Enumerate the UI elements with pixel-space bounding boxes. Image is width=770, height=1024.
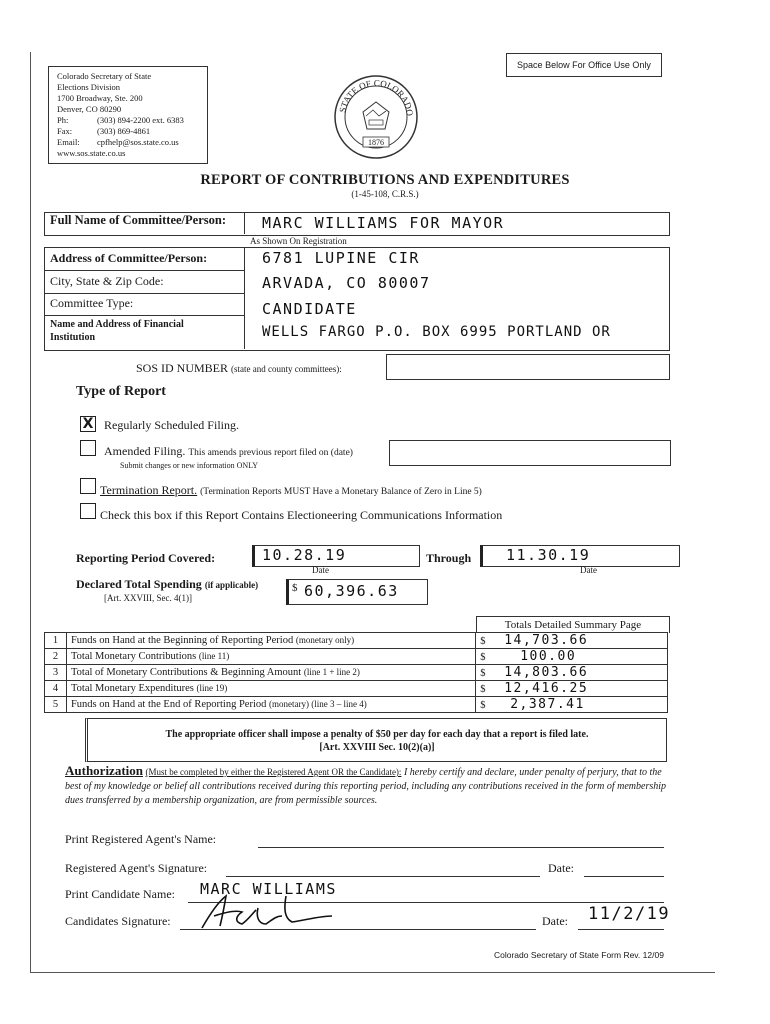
agent-date-label: Date: bbox=[548, 861, 574, 875]
row-description bbox=[66, 665, 475, 681]
summary-table bbox=[44, 632, 668, 713]
divider bbox=[44, 293, 244, 294]
divider bbox=[244, 212, 245, 234]
fax-value: (303) 869-4861 bbox=[97, 126, 151, 136]
row-note: (monetary only) bbox=[295, 635, 355, 645]
contact-info-box bbox=[48, 66, 208, 164]
row-note: (line 11) bbox=[198, 651, 230, 661]
amended-filing-label: Amended Filing. bbox=[104, 444, 186, 458]
office-use-box: Space Below For Office Use Only bbox=[506, 53, 662, 77]
email-label: Email: bbox=[57, 137, 80, 147]
summary-row bbox=[45, 633, 668, 649]
contact-org: Colorado Secretary of State bbox=[57, 71, 152, 81]
address-label: Address of Committee/Person: bbox=[50, 251, 208, 265]
agent-name-field[interactable] bbox=[258, 833, 664, 848]
electioneering-label: Check this box if this Report Contains Electioneering Communications Information bbox=[100, 508, 503, 522]
row-number: 3 bbox=[45, 665, 67, 681]
amended-date-input[interactable] bbox=[389, 440, 671, 466]
contact-street: 1700 Broadway, Ste. 200 bbox=[57, 93, 143, 103]
spending-article: [Art. XXVIII, Sec. 4(1)] bbox=[104, 593, 192, 603]
summary-row bbox=[45, 697, 668, 713]
svg-text:STATE OF COLORADO bbox=[337, 78, 415, 117]
row-currency: $ bbox=[480, 684, 486, 695]
amended-sub-note: Submit changes or new information ONLY bbox=[120, 461, 259, 470]
regular-filing-label: Regularly Scheduled Filing. bbox=[104, 418, 239, 432]
row-number: 5 bbox=[45, 697, 67, 713]
summary-row bbox=[45, 665, 668, 681]
phone-value: (303) 894-2200 ext. 6383 bbox=[97, 115, 184, 125]
authorization-text: I hereby certify and declare, under penalty of perjury, that to the best of my knowledge or belief all contributions received during this reporting period, including any contributions received in the form of membership dues transferred by a membership organization, are from permissible sources. bbox=[65, 767, 667, 806]
phone-label: Ph: bbox=[57, 115, 69, 125]
period-label: Reporting Period Covered: bbox=[76, 551, 216, 565]
period-from-value[interactable]: 10.28.19 bbox=[262, 546, 347, 564]
period-to-value[interactable]: 11.30.19 bbox=[506, 546, 591, 564]
spending-value[interactable]: 60,396.63 bbox=[304, 582, 399, 600]
row-text: Funds on Hand at the End of Reporting Period bbox=[70, 699, 267, 710]
period-to-caption: Date bbox=[580, 565, 597, 575]
summary-row bbox=[45, 681, 668, 697]
row-description bbox=[66, 633, 475, 649]
row-text: Total Monetary Expenditures bbox=[70, 683, 194, 694]
contact-division: Elections Division bbox=[57, 82, 121, 92]
sos-id-label-group bbox=[136, 361, 342, 376]
row-description bbox=[66, 681, 475, 697]
bank-value[interactable]: WELLS FARGO P.O. BOX 6995 PORTLAND OR bbox=[262, 324, 611, 340]
agent-name-label: Print Registered Agent's Name: bbox=[65, 832, 217, 846]
divider bbox=[44, 315, 244, 316]
summary-row bbox=[45, 649, 668, 665]
bank-label-line2: Institution bbox=[50, 332, 96, 343]
as-shown-note: As Shown On Registration bbox=[250, 236, 347, 246]
row-number: 1 bbox=[45, 633, 67, 649]
penalty-notice bbox=[85, 718, 667, 762]
row-amount-cell[interactable] bbox=[476, 649, 668, 665]
form-subtitle: (1-45-108, C.R.S.) bbox=[351, 189, 419, 199]
state-seal-icon bbox=[333, 74, 419, 160]
spending-applicable: (if applicable) bbox=[204, 580, 259, 590]
spending-label-group bbox=[76, 577, 258, 592]
city-value[interactable]: ARVADA, CO 80007 bbox=[262, 274, 431, 292]
row-amount[interactable]: 100.00 bbox=[520, 649, 577, 664]
row-amount-cell[interactable] bbox=[476, 697, 668, 713]
agent-date-field[interactable] bbox=[584, 862, 664, 877]
row-description bbox=[66, 697, 475, 713]
row-amount[interactable]: 2,387.41 bbox=[510, 697, 585, 712]
spending-label: Declared Total Spending bbox=[76, 577, 202, 591]
row-amount-cell[interactable] bbox=[476, 665, 668, 681]
bank-label bbox=[50, 318, 184, 344]
candidate-name-value[interactable]: MARC WILLIAMS bbox=[200, 880, 337, 898]
amended-filing-checkbox[interactable] bbox=[80, 440, 96, 456]
city-label: City, State & Zip Code: bbox=[50, 274, 164, 288]
email-value: cpfhelp@sos.state.co.us bbox=[97, 137, 179, 147]
penalty-line1: The appropriate officer shall impose a penalty of $50 per day for each day that a report is filed late. bbox=[165, 729, 589, 740]
termination-note: (Termination Reports MUST Have a Monetary Balance of Zero in Line 5) bbox=[200, 487, 482, 497]
row-currency: $ bbox=[480, 636, 486, 647]
sos-id-note: (state and county committees): bbox=[231, 364, 342, 374]
authorization-block bbox=[65, 764, 675, 808]
contact-web: www.sos.state.co.us bbox=[57, 148, 126, 158]
termination-group bbox=[100, 483, 482, 498]
row-note: (line 1 + line 2) bbox=[303, 667, 360, 677]
seal-year: 1876 bbox=[368, 138, 384, 147]
candidate-signature-label: Candidates Signature: bbox=[65, 914, 171, 928]
row-description bbox=[66, 649, 475, 665]
amended-filing-note: This amends previous report filed on (date) bbox=[188, 448, 353, 458]
termination-checkbox[interactable] bbox=[80, 478, 96, 494]
full-name-label: Full Name of Committee/Person: bbox=[50, 213, 226, 227]
regular-filing-checkbox[interactable]: X bbox=[80, 416, 96, 432]
agent-signature-field[interactable] bbox=[226, 862, 540, 877]
committee-type-label: Committee Type: bbox=[50, 296, 134, 310]
full-name-value[interactable]: MARC WILLIAMS FOR MAYOR bbox=[262, 214, 505, 232]
form-footer: Colorado Secretary of State Form Rev. 12/09 bbox=[494, 950, 664, 960]
row-note: (monetary) (line 3 – line 4) bbox=[269, 699, 367, 709]
authorization-paren: (Must be completed by either the Registered Agent OR the Candidate): bbox=[145, 767, 402, 777]
address-value[interactable]: 6781 LUPINE CIR bbox=[262, 249, 420, 267]
row-amount-cell[interactable] bbox=[476, 681, 668, 697]
penalty-line2: [Art. XXVIII Sec. 10(2)(a)] bbox=[319, 742, 435, 753]
summary-header: Totals Detailed Summary Page bbox=[476, 616, 670, 633]
candidate-signature-icon bbox=[196, 890, 336, 932]
divider bbox=[44, 270, 244, 271]
row-number: 2 bbox=[45, 649, 67, 665]
fax-label: Fax: bbox=[57, 126, 73, 136]
row-currency: $ bbox=[480, 652, 486, 663]
sos-id-label: SOS ID NUMBER bbox=[136, 361, 229, 375]
row-number: 4 bbox=[45, 681, 67, 697]
spending-currency: $ bbox=[292, 582, 298, 594]
sos-id-input[interactable] bbox=[386, 354, 670, 380]
row-text: Total Monetary Contributions bbox=[70, 651, 197, 662]
candidate-date-label: Date: bbox=[542, 914, 568, 928]
through-label: Through bbox=[426, 551, 472, 565]
contact-city: Denver, CO 80290 bbox=[57, 104, 122, 114]
row-currency: $ bbox=[480, 700, 486, 711]
agent-signature-label: Registered Agent's Signature: bbox=[65, 861, 208, 875]
row-currency: $ bbox=[480, 668, 486, 679]
committee-type-value[interactable]: CANDIDATE bbox=[262, 300, 357, 318]
row-amount-cell[interactable] bbox=[476, 633, 668, 649]
row-text: Funds on Hand at the Beginning of Reporting Period bbox=[70, 635, 294, 646]
row-amount[interactable]: 14,703.66 bbox=[504, 633, 589, 648]
period-from-caption: Date bbox=[312, 565, 329, 575]
row-text: Total of Monetary Contributions & Beginning Amount bbox=[70, 667, 302, 678]
divider bbox=[244, 247, 245, 349]
report-type-heading: Type of Report bbox=[76, 384, 166, 399]
candidate-date-value[interactable]: 11/2/19 bbox=[588, 904, 671, 924]
form-title: REPORT OF CONTRIBUTIONS AND EXPENDITURES bbox=[200, 172, 570, 188]
electioneering-checkbox[interactable] bbox=[80, 503, 96, 519]
bank-label-line1: Name and Address of Financial bbox=[50, 319, 184, 330]
row-amount[interactable]: 12,416.25 bbox=[504, 681, 589, 696]
amended-filing-group bbox=[104, 444, 353, 459]
termination-label: Termination Report. bbox=[100, 483, 198, 497]
row-amount[interactable]: 14,803.66 bbox=[504, 665, 589, 680]
seal-top-text: STATE OF COLORADO bbox=[337, 77, 416, 117]
row-note: (line 19) bbox=[196, 683, 228, 693]
authorization-heading: Authorization bbox=[65, 763, 143, 778]
candidate-name-label: Print Candidate Name: bbox=[65, 887, 175, 901]
